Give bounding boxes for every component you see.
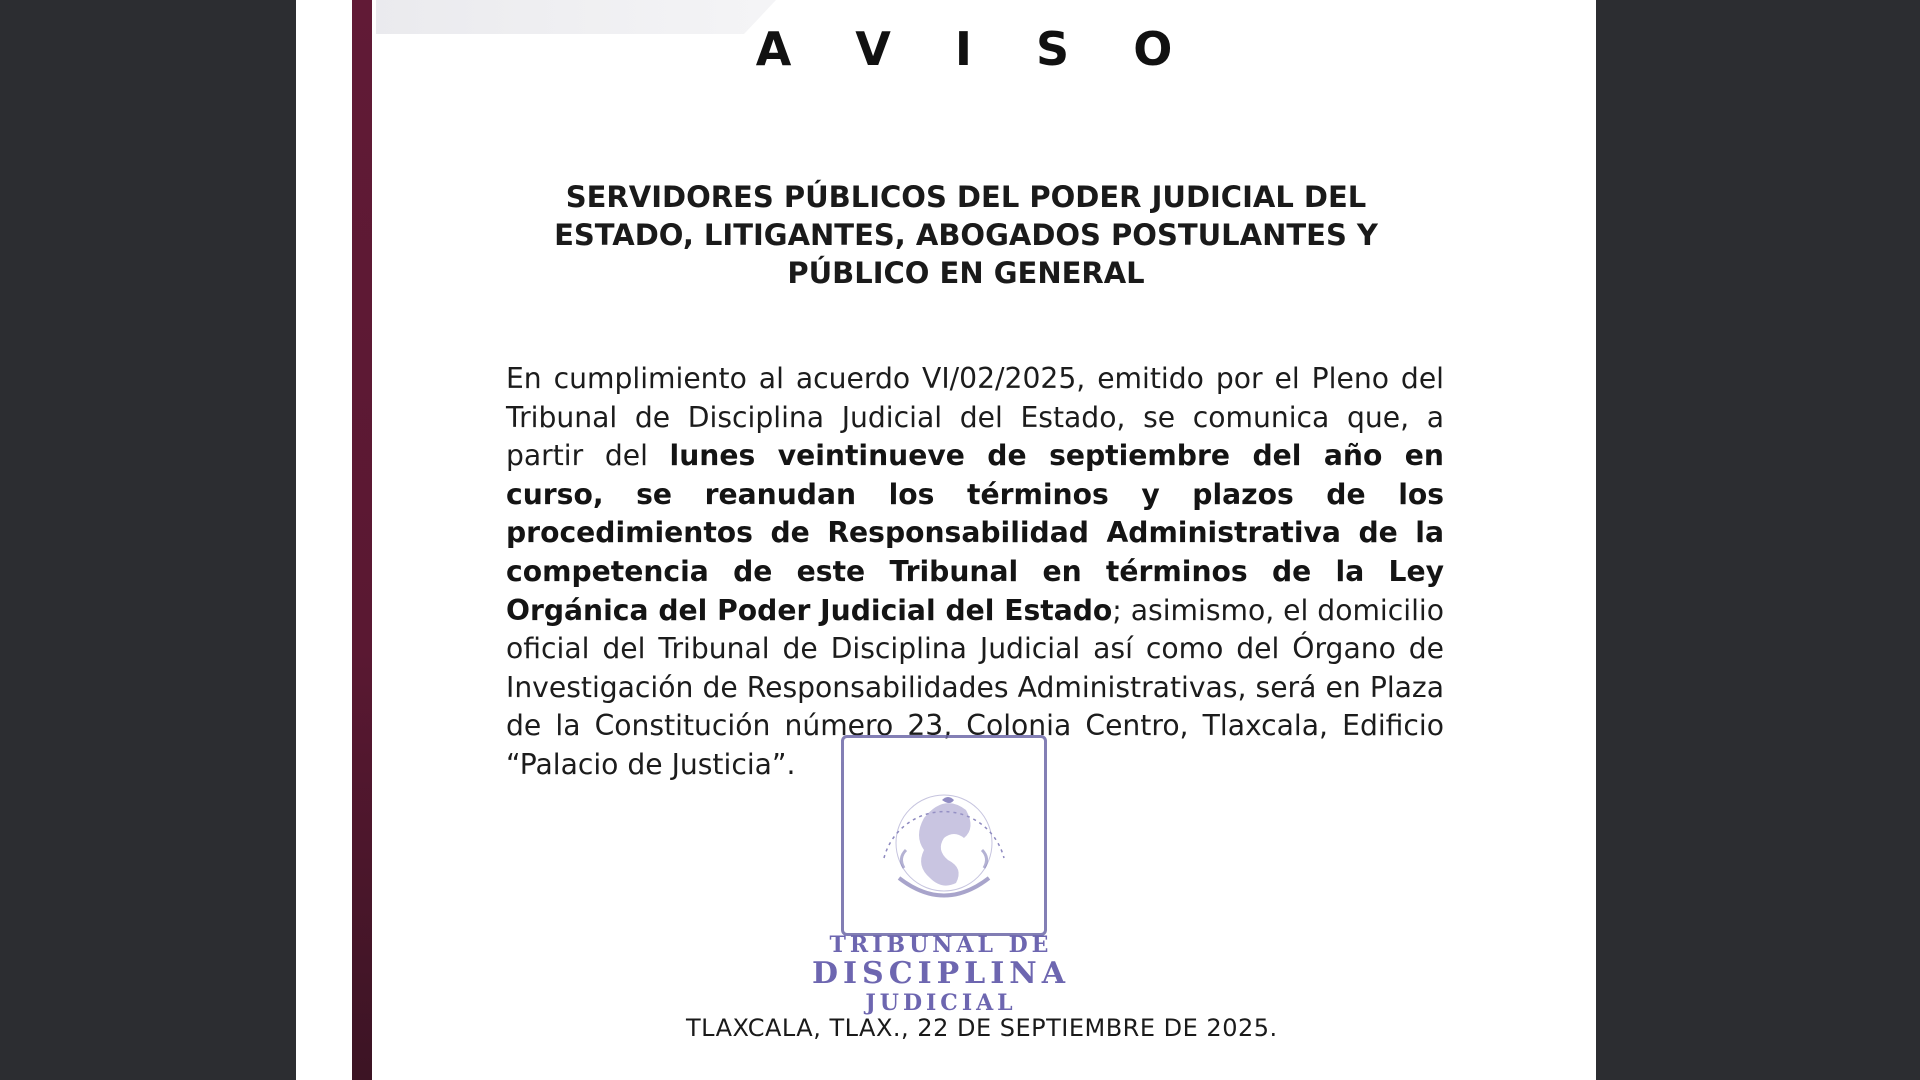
- heading-line: SERVIDORES PÚBLICOS DEL PODER JUDICIAL DEL: [565, 180, 1367, 214]
- body-text-part1: En cumplimiento al acuerdo VI/02/2025, emitido por el Pleno del Tribunal de Disciplina Judicial del Estado, se comunica que, a partir del: [506, 362, 1444, 473]
- seal-caption-line1: TRIBUNAL DE: [829, 932, 1053, 958]
- notice-heading: [501, 178, 1431, 292]
- date-line: TLAXCALA, TLAX., 22 DE SEPTIEMBRE DE 2025.: [686, 1014, 1278, 1042]
- coat-of-arms-seal: [841, 735, 1047, 936]
- document-page: [296, 0, 1596, 1080]
- seal-caption-line3: JUDICIAL: [865, 990, 1017, 1016]
- notice-title: A V I S O: [755, 22, 1197, 76]
- notice-body: [506, 360, 1444, 785]
- body-text-part2: ; asimismo, el domicilio oficial del Tribunal de Disciplina Judicial así como del Órgano de Investigación de Responsabilidades Administrativas, será en Plaza de la Constitución número 23, Colonia Centro, Tlaxcala, Edificio “Palacio de Justicia”.: [506, 593, 1444, 781]
- seal-caption-line2: DISCIPLINA: [811, 956, 1070, 991]
- heading-line: ESTADO, LITIGANTES, ABOGADOS POSTULANTES Y: [554, 218, 1378, 252]
- margin-bar: [352, 0, 372, 1080]
- seal-caption: [791, 932, 1091, 1016]
- eagle-emblem-icon: [844, 738, 1044, 933]
- body-text-bold: lunes veintinueve de septiembre del año en curso, se reanudan los términos y plazos de los procedimientos de Responsabilidad Administrativa de la competencia de este Tribunal en términos de la Ley Orgánica del Poder Judicial del Estado: [506, 439, 1444, 627]
- heading-line: PÚBLICO EN GENERAL: [787, 256, 1145, 290]
